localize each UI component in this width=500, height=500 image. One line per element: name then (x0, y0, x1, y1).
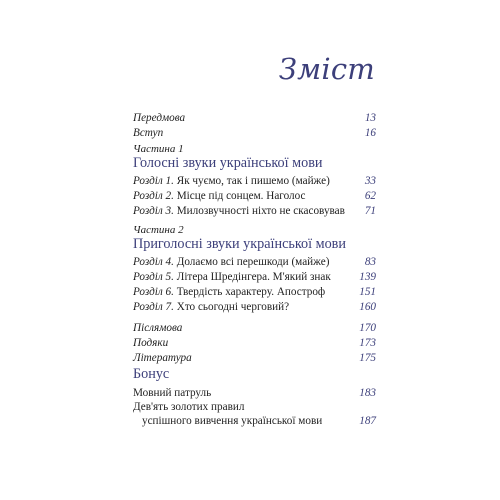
entry-page: 175 (359, 352, 376, 364)
toc-entry-section-1[interactable] (133, 174, 376, 188)
entry-page: 13 (364, 112, 376, 124)
toc-entry-nine-rules-line-2[interactable] (133, 414, 376, 428)
toc-entry-afterword[interactable] (133, 321, 376, 335)
entry-page: 173 (359, 337, 376, 349)
entry-page: 170 (359, 322, 376, 334)
entry-label: Передмова (133, 112, 186, 124)
entry-page: 16 (364, 127, 376, 139)
part-1-heading: Частина 1 (133, 143, 184, 155)
bonus-heading: Бонус (133, 366, 170, 382)
toc-entry-section-2[interactable] (133, 189, 376, 203)
toc-entry-language-patrol[interactable] (133, 386, 376, 400)
entry-label: успішного вивчення української мови (142, 415, 323, 427)
entry-page: 33 (364, 175, 376, 187)
entry-label: Розділ 5. Літера Шредінгера. М'який знак (133, 271, 331, 283)
page-title: Зміст (278, 52, 375, 86)
entry-page: 83 (364, 256, 376, 268)
toc-entry-acknowledgements[interactable] (133, 336, 376, 350)
toc-entry-section-3[interactable] (133, 204, 376, 218)
part-2-title[interactable]: Приголосні звуки української мови (133, 236, 346, 252)
entry-label: Розділ 2. Місце під сонцем. Наголос (133, 190, 306, 202)
entry-page: 187 (359, 415, 376, 427)
entry-page: 183 (359, 387, 376, 399)
toc-entry-introduction[interactable] (133, 126, 376, 140)
entry-label: Розділ 1. Як чуємо, так і пишемо (майже) (133, 175, 330, 187)
part-2-heading: Частина 2 (133, 224, 184, 236)
entry-label: Розділ 4. Долаємо всі перешкоди (майже) (133, 256, 330, 268)
entry-page: 62 (364, 190, 376, 202)
entry-page: 151 (359, 286, 376, 298)
entry-label: Розділ 7. Хто сьогодні черговий? (133, 301, 290, 313)
entry-page: 71 (364, 205, 376, 217)
toc-entry-section-6[interactable] (133, 285, 376, 299)
entry-label: Розділ 6. Твердість характеру. Апостроф (133, 286, 326, 298)
entry-label: Розділ 3. Милозвучності ніхто не скасовував (133, 205, 345, 217)
entry-label: Вступ (133, 127, 164, 139)
entry-page: 139 (359, 271, 376, 283)
entry-label: Література (133, 352, 192, 364)
entry-page: 160 (359, 301, 376, 313)
toc-entry-preface[interactable] (133, 111, 376, 125)
entry-label: Подяки (133, 337, 169, 349)
toc-entry-section-7[interactable] (133, 300, 376, 314)
toc-entry-nine-rules-line-1[interactable] (133, 400, 376, 414)
part-1-title[interactable]: Голосні звуки української мови (133, 155, 323, 171)
toc-entry-literature[interactable] (133, 351, 376, 365)
toc-entry-section-5[interactable] (133, 270, 376, 284)
toc-entry-section-4[interactable] (133, 255, 376, 269)
entry-label: Післямова (133, 322, 183, 334)
entry-label: Мовний патруль (133, 387, 212, 399)
entry-label: Дев'ять золотих правил (133, 401, 245, 413)
